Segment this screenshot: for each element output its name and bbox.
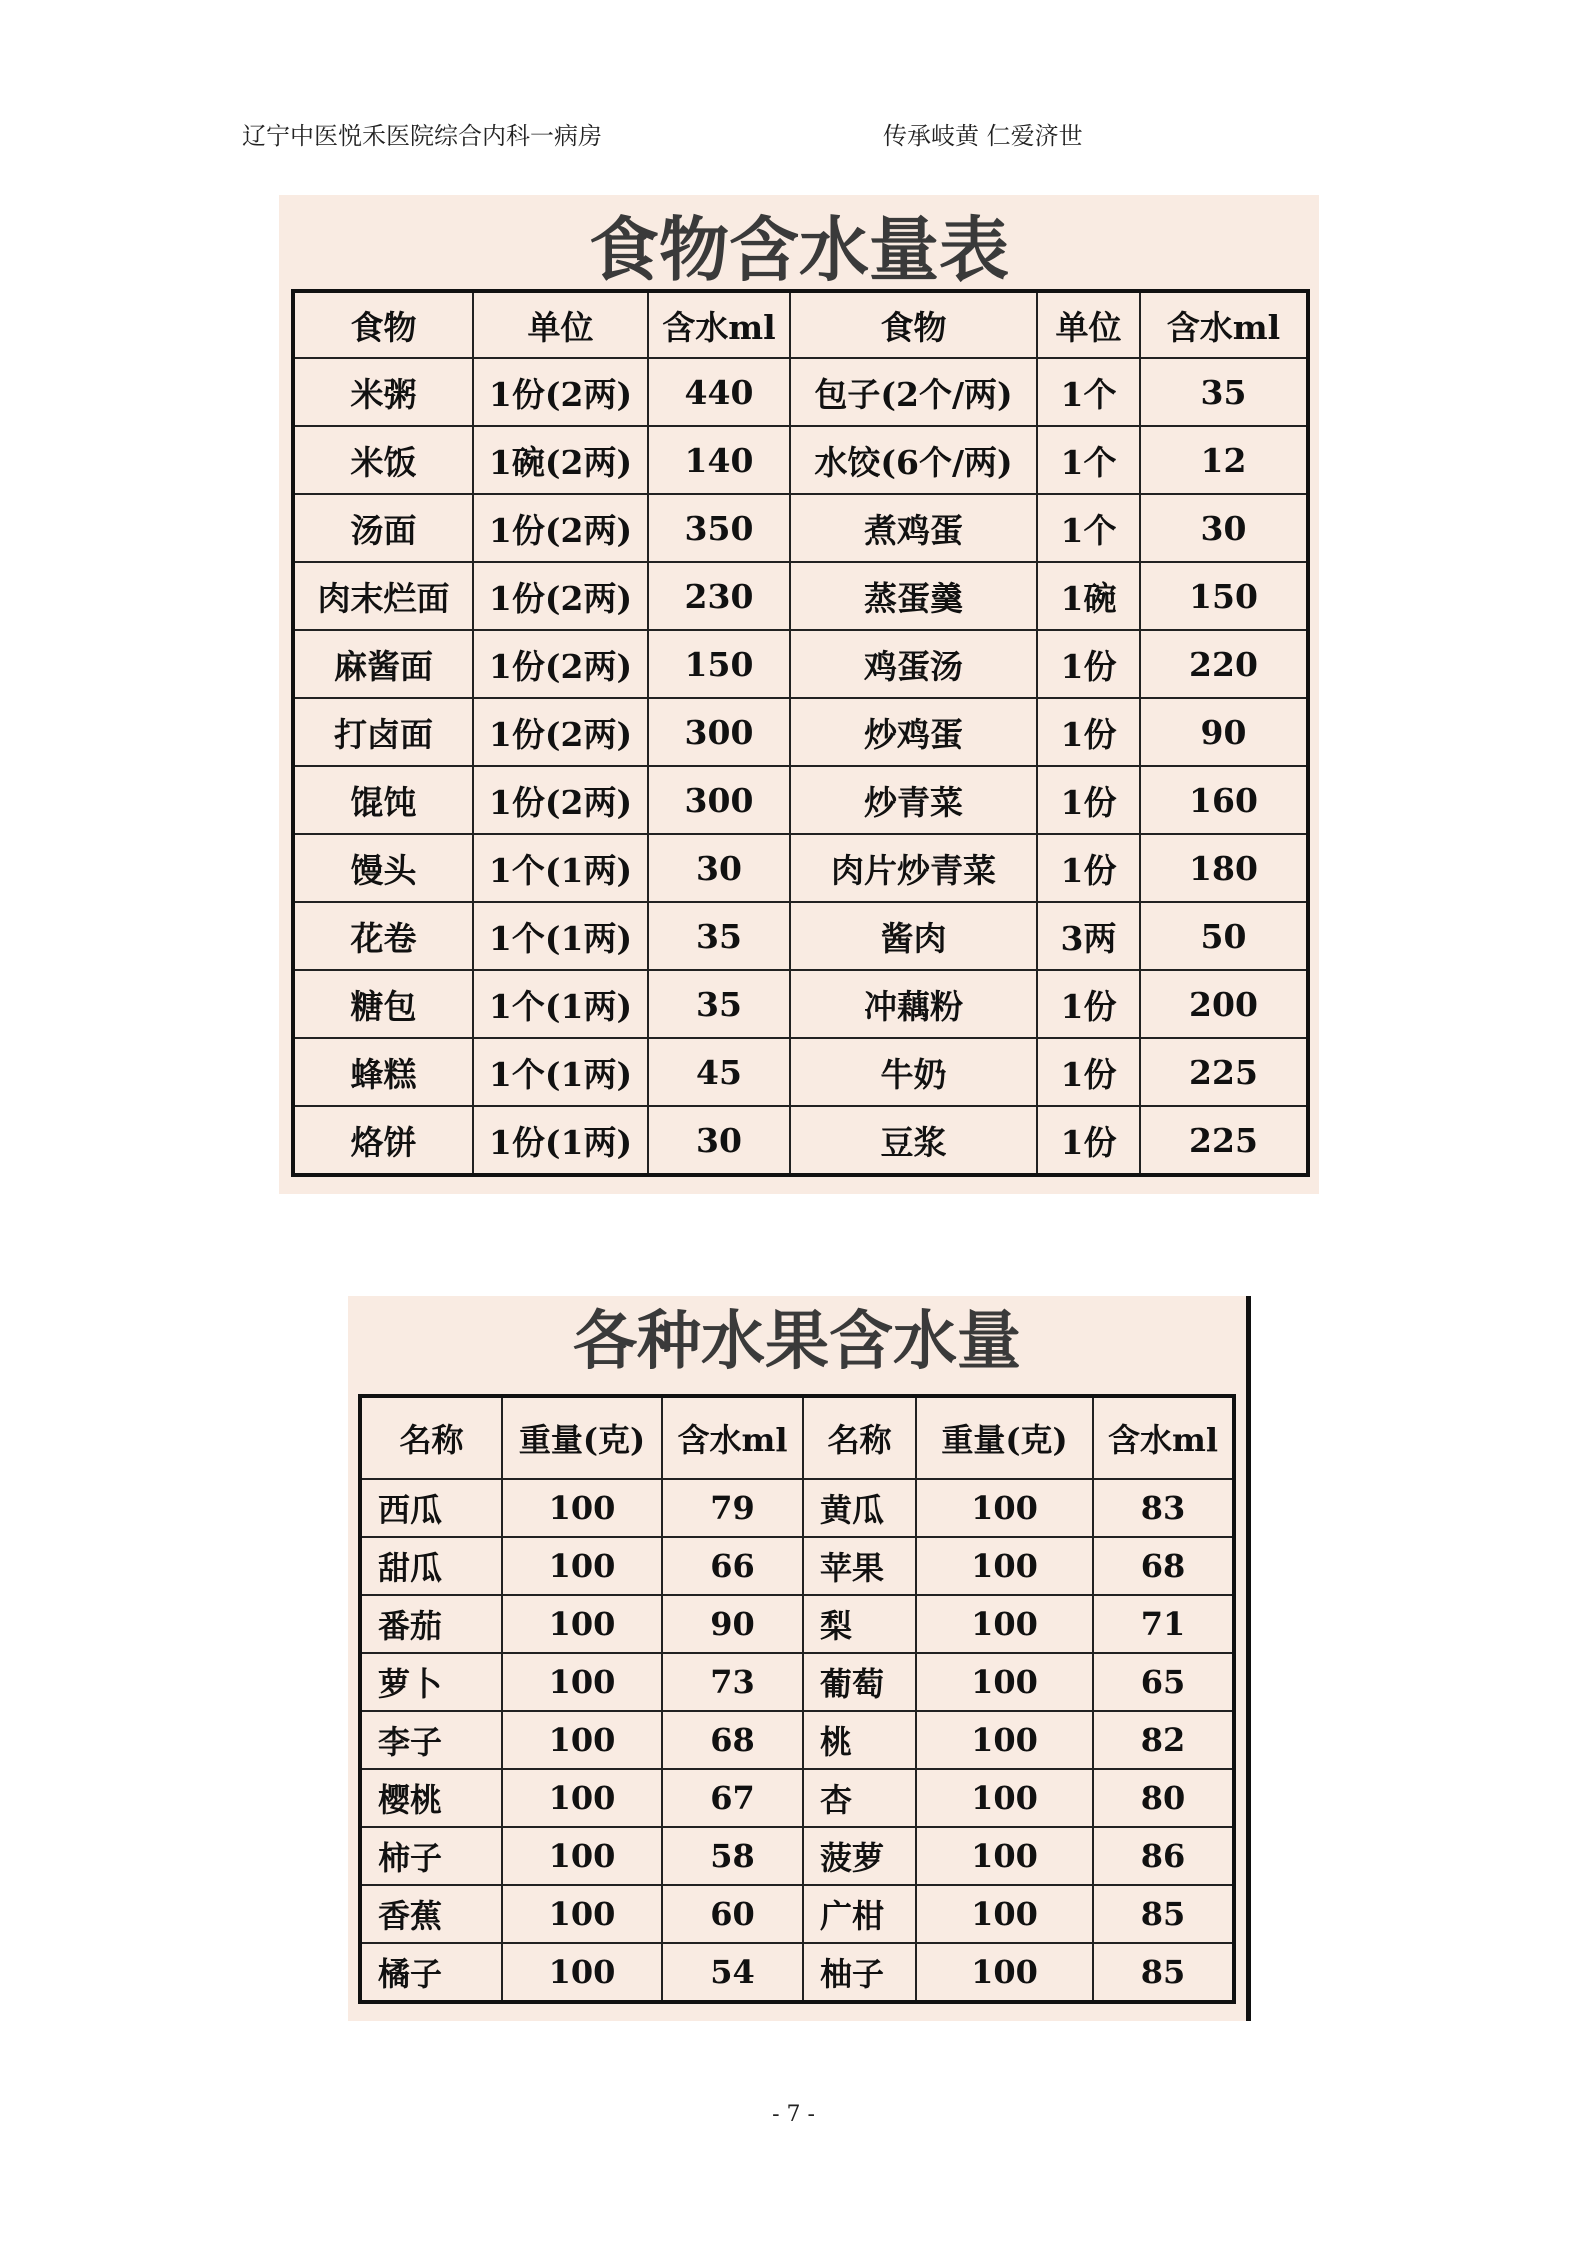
table-row: [293, 1038, 1308, 1106]
table-cell: 1份(2两): [473, 562, 648, 630]
table-cell: 牛奶: [790, 1038, 1037, 1106]
column-header: 单位: [1037, 291, 1140, 358]
table-row: [293, 766, 1308, 834]
table-cell: 79: [662, 1479, 803, 1537]
table-cell: 30: [648, 1106, 790, 1175]
table-row: [293, 698, 1308, 766]
table-cell: 1个: [1037, 358, 1140, 426]
fruit-table-title: 各种水果含水量: [573, 1305, 1021, 1379]
table-cell: 100: [916, 1943, 1093, 2002]
table-cell: 鸡蛋汤: [790, 630, 1037, 698]
table-cell: 1份(2两): [473, 766, 648, 834]
table-cell: 73: [662, 1653, 803, 1711]
table-cell: 35: [648, 970, 790, 1038]
table-row: [293, 902, 1308, 970]
table-cell: 85: [1093, 1885, 1234, 1943]
table-cell: 桃: [803, 1711, 916, 1769]
table-cell: 米饭: [293, 426, 473, 494]
table-cell: 菠萝: [803, 1827, 916, 1885]
table-cell: 苹果: [803, 1537, 916, 1595]
table-cell: 1碗(2两): [473, 426, 648, 494]
table-cell: 汤面: [293, 494, 473, 562]
table-cell: 85: [1093, 1943, 1234, 2002]
table-cell: 30: [1140, 494, 1308, 562]
table-row: [293, 358, 1308, 426]
table-cell: 440: [648, 358, 790, 426]
table-cell: 100: [502, 1537, 662, 1595]
table-cell: 1份: [1037, 970, 1140, 1038]
table-cell: 杏: [803, 1769, 916, 1827]
table-cell: 1份: [1037, 1106, 1140, 1175]
table-row: [293, 494, 1308, 562]
table-cell: 1份: [1037, 630, 1140, 698]
page-number: - 7 -: [772, 2102, 815, 2127]
table-cell: 230: [648, 562, 790, 630]
table-cell: 黄瓜: [803, 1479, 916, 1537]
table-cell: 1个(1两): [473, 834, 648, 902]
table-cell: 100: [916, 1827, 1093, 1885]
table-cell: 220: [1140, 630, 1308, 698]
table-cell: 包子(2个/两): [790, 358, 1037, 426]
table-row: [360, 1769, 1234, 1827]
table-row: [293, 834, 1308, 902]
table-cell: 1份: [1037, 698, 1140, 766]
table-cell: 100: [916, 1653, 1093, 1711]
table-cell: 100: [916, 1595, 1093, 1653]
table-cell: 71: [1093, 1595, 1234, 1653]
table-cell: 65: [1093, 1653, 1234, 1711]
table-cell: 80: [1093, 1769, 1234, 1827]
table-row: [360, 1595, 1234, 1653]
column-header: 名称: [360, 1396, 502, 1479]
table-cell: 米粥: [293, 358, 473, 426]
table-cell: 58: [662, 1827, 803, 1885]
table-cell: 100: [502, 1827, 662, 1885]
table-cell: 麻酱面: [293, 630, 473, 698]
table-header-row: [293, 291, 1308, 358]
table-cell: 68: [662, 1711, 803, 1769]
table-row: [360, 1479, 1234, 1537]
column-header: 单位: [473, 291, 648, 358]
table-cell: 50: [1140, 902, 1308, 970]
table-cell: 1个(1两): [473, 902, 648, 970]
food-water-content-panel: [279, 195, 1319, 1194]
table-cell: 100: [916, 1711, 1093, 1769]
table-cell: 1份: [1037, 1038, 1140, 1106]
table-cell: 蒸蛋羹: [790, 562, 1037, 630]
table-cell: 广柑: [803, 1885, 916, 1943]
table-cell: 肉片炒青菜: [790, 834, 1037, 902]
table-cell: 100: [502, 1943, 662, 2002]
column-header: 名称: [803, 1396, 916, 1479]
table-cell: 馄饨: [293, 766, 473, 834]
table-cell: 酱肉: [790, 902, 1037, 970]
table-row: [293, 970, 1308, 1038]
table-cell: 1份: [1037, 766, 1140, 834]
table-cell: 馒头: [293, 834, 473, 902]
column-header: 重量(克): [916, 1396, 1093, 1479]
table-cell: 煮鸡蛋: [790, 494, 1037, 562]
table-row: [360, 1653, 1234, 1711]
table-cell: 66: [662, 1537, 803, 1595]
table-cell: 140: [648, 426, 790, 494]
table-cell: 100: [502, 1479, 662, 1537]
table-cell: 甜瓜: [360, 1537, 502, 1595]
table-cell: 炒鸡蛋: [790, 698, 1037, 766]
table-cell: 100: [502, 1711, 662, 1769]
table-row: [360, 1885, 1234, 1943]
table-cell: 柿子: [360, 1827, 502, 1885]
table-row: [360, 1537, 1234, 1595]
table-cell: 柚子: [803, 1943, 916, 2002]
table-cell: 100: [502, 1595, 662, 1653]
table-cell: 100: [502, 1653, 662, 1711]
table-cell: 83: [1093, 1479, 1234, 1537]
table-cell: 梨: [803, 1595, 916, 1653]
header-hospital-name: 辽宁中医悦禾医院综合内科一病房: [242, 122, 602, 150]
table-cell: 100: [502, 1885, 662, 1943]
table-cell: 1份(2两): [473, 358, 648, 426]
table-row: [293, 1106, 1308, 1175]
table-cell: 1个(1两): [473, 970, 648, 1038]
table-cell: 1个: [1037, 494, 1140, 562]
table-cell: 肉末烂面: [293, 562, 473, 630]
table-cell: 1份(1两): [473, 1106, 648, 1175]
table-cell: 番茄: [360, 1595, 502, 1653]
table-cell: 30: [648, 834, 790, 902]
table-cell: 蜂糕: [293, 1038, 473, 1106]
table-cell: 葡萄: [803, 1653, 916, 1711]
fruit-water-content-panel: [348, 1296, 1251, 2021]
table-row: [360, 1711, 1234, 1769]
table-cell: 54: [662, 1943, 803, 2002]
table-cell: 160: [1140, 766, 1308, 834]
table-row: [360, 1827, 1234, 1885]
table-cell: 12: [1140, 426, 1308, 494]
column-header: 食物: [293, 291, 473, 358]
table-cell: 西瓜: [360, 1479, 502, 1537]
table-cell: 1份(2两): [473, 494, 648, 562]
table-cell: 350: [648, 494, 790, 562]
food-table-title: 食物含水量表: [589, 209, 1009, 291]
table-cell: 李子: [360, 1711, 502, 1769]
table-cell: 萝卜: [360, 1653, 502, 1711]
table-cell: 180: [1140, 834, 1308, 902]
table-cell: 樱桃: [360, 1769, 502, 1827]
table-cell: 100: [502, 1769, 662, 1827]
column-header: 含水ml: [1093, 1396, 1234, 1479]
table-cell: 225: [1140, 1038, 1308, 1106]
table-cell: 100: [916, 1769, 1093, 1827]
table-cell: 100: [916, 1885, 1093, 1943]
table-cell: 90: [1140, 698, 1308, 766]
table-cell: 冲藕粉: [790, 970, 1037, 1038]
fruit-water-content-table: [358, 1394, 1236, 2004]
table-cell: 烙饼: [293, 1106, 473, 1175]
table-cell: 67: [662, 1769, 803, 1827]
table-cell: 45: [648, 1038, 790, 1106]
table-cell: 100: [916, 1479, 1093, 1537]
table-row: [293, 630, 1308, 698]
table-cell: 3两: [1037, 902, 1140, 970]
table-cell: 1份: [1037, 834, 1140, 902]
table-cell: 1份(2两): [473, 698, 648, 766]
table-cell: 花卷: [293, 902, 473, 970]
table-header-row: [360, 1396, 1234, 1479]
table-cell: 90: [662, 1595, 803, 1653]
table-cell: 香蕉: [360, 1885, 502, 1943]
table-cell: 300: [648, 766, 790, 834]
table-row: [360, 1943, 1234, 2002]
table-row: [293, 562, 1308, 630]
table-cell: 35: [1140, 358, 1308, 426]
column-header: 重量(克): [502, 1396, 662, 1479]
column-header: 含水ml: [648, 291, 790, 358]
table-cell: 橘子: [360, 1943, 502, 2002]
table-cell: 1份(2两): [473, 630, 648, 698]
table-cell: 打卤面: [293, 698, 473, 766]
table-cell: 150: [1140, 562, 1308, 630]
table-cell: 水饺(6个/两): [790, 426, 1037, 494]
table-cell: 225: [1140, 1106, 1308, 1175]
header-motto: 传承岐黄 仁爱济世: [883, 122, 1083, 150]
table-cell: 150: [648, 630, 790, 698]
column-header: 食物: [790, 291, 1037, 358]
table-cell: 86: [1093, 1827, 1234, 1885]
table-cell: 1碗: [1037, 562, 1140, 630]
table-cell: 糖包: [293, 970, 473, 1038]
table-cell: 豆浆: [790, 1106, 1037, 1175]
table-cell: 炒青菜: [790, 766, 1037, 834]
table-cell: 68: [1093, 1537, 1234, 1595]
column-header: 含水ml: [662, 1396, 803, 1479]
table-cell: 1个: [1037, 426, 1140, 494]
table-cell: 300: [648, 698, 790, 766]
column-header: 含水ml: [1140, 291, 1308, 358]
table-cell: 1个(1两): [473, 1038, 648, 1106]
table-row: [293, 426, 1308, 494]
table-cell: 200: [1140, 970, 1308, 1038]
table-cell: 60: [662, 1885, 803, 1943]
table-cell: 82: [1093, 1711, 1234, 1769]
table-cell: 100: [916, 1537, 1093, 1595]
table-cell: 35: [648, 902, 790, 970]
food-water-content-table: [291, 289, 1310, 1177]
